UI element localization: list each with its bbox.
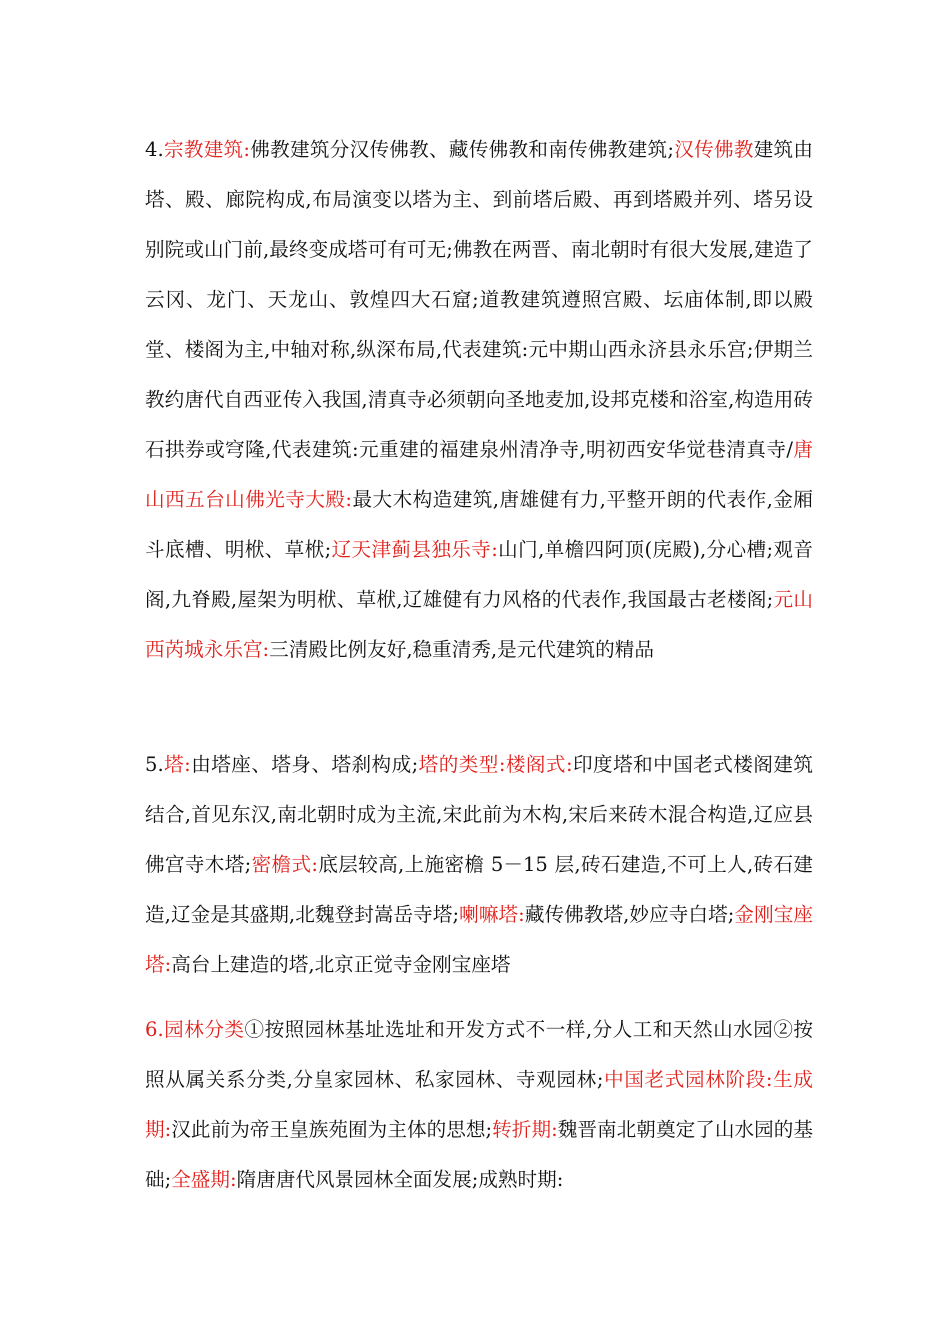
text-run: 高台上建造的塔,北京正觉寺金刚宝座塔	[171, 953, 511, 976]
text-run: 山门,单檐四阿顶(庑殿),分心槽;观音阁,九脊殿,屋架为明栿、草栿,辽雄健有力风格的代表作,我国最古老楼阁;	[145, 538, 813, 611]
highlight-text-run: 元山西芮城永乐宫:	[145, 588, 814, 661]
highlight-text-run: 6.园林分类	[145, 1018, 245, 1041]
text-run: 佛教建筑分汉传佛教、藏传佛教和南传佛教建筑;	[250, 138, 674, 161]
highlight-text-run: 汉传佛教	[673, 138, 754, 161]
text-run: 最大木构造建筑,唐雄健有力,平整开朗的代表作,金厢斗底槽、明栿、草栿;	[145, 488, 813, 561]
highlight-text-run: 金刚宝座塔:	[145, 903, 813, 976]
highlight-text-run: 宗教建筑:	[163, 138, 251, 161]
text-run: 藏传佛教塔,妙应寺白塔;	[524, 903, 735, 926]
text-run: 印度塔和中国老式楼阁建筑结合,首见东汉,南北朝时成为主流,宋此前为木构,宋后来砖木混合构造,辽应县佛宫寺木塔;	[145, 753, 814, 876]
text-run: 魏晋南北朝奠定了山水园的基础;	[145, 1118, 814, 1191]
highlight-text-run: 唐山西五台山佛光寺大殿:	[145, 438, 814, 511]
highlight-text-run: 塔:	[163, 753, 191, 776]
text-run: 建筑由塔、殿、廊院构成,布局演变以塔为主、到前塔后殿、再到塔殿并列、塔另设别院或山门前,最终变成塔可有可无;佛教在两晋、南北朝时有很大发展,建造了云冈、龙门、天龙山、敦煌四大石窟;道教建筑遵照宫殿、坛庙体制,即以殿堂、楼阁为主,中轴对称,纵深布局,代表建筑:元中期山西永济县永乐宫;伊期兰教约唐代自西亚传入我国,清真寺必须朝向圣地麦加,设邦克楼和浴室,构造用砖石拱券或穹隆,代表建筑:元重建的福建泉州清净寺,明初西安华觉巷清真寺/	[145, 138, 814, 461]
highlight-text-run: 全盛期:	[171, 1168, 237, 1191]
text-run: 4.	[145, 138, 164, 161]
text-run: 底层较高,上施密檐 5－15 层,砖石建造,不可上人,砖石建造,辽金是其盛期,北魏登封嵩岳寺塔;	[145, 853, 813, 926]
highlight-text-run: 辽天津蓟县独乐寺:	[331, 538, 498, 561]
highlight-text-run: 塔的类型:楼阁式:	[418, 753, 573, 776]
text-run: ①按照园林基址选址和开发方式不一样,分人工和天然山水园②按照从属关系分类,分皇家园林、私家园林、寺观园林;	[145, 1018, 813, 1091]
paragraph-garden-classification	[145, 1005, 813, 1205]
highlight-text-run: 转折期:	[492, 1118, 558, 1141]
highlight-text-run: 中国老式园林阶段:生成期:	[145, 1068, 813, 1141]
highlight-text-run: 密檐式:	[251, 853, 318, 876]
text-run: 汉此前为帝王皇族苑囿为主体的思想;	[171, 1118, 493, 1141]
highlight-text-run: 喇嘛塔:	[459, 903, 525, 926]
paragraph-pagoda	[145, 740, 813, 990]
text-run: 三清殿比例友好,稳重清秀,是元代建筑的精品	[269, 638, 654, 661]
text-run: 隋唐唐代风景园林全面发展;成熟时期:	[236, 1168, 564, 1191]
text-run: 由塔座、塔身、塔刹构成;	[190, 753, 419, 776]
paragraph-religious-architecture	[145, 125, 813, 675]
text-run: 5.	[145, 753, 164, 776]
